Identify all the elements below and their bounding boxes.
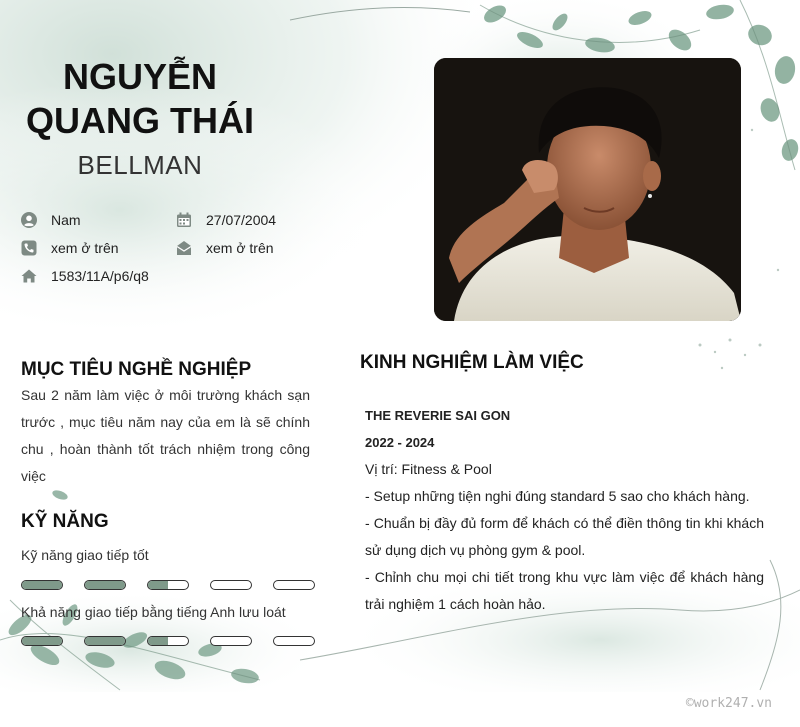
contact-birthdate-value: 27/07/2004 bbox=[206, 212, 277, 228]
contact-gender-value: Nam bbox=[51, 212, 81, 228]
skill-level-pill bbox=[84, 580, 126, 590]
candidate-name-line2: QUANG THÁI bbox=[26, 100, 254, 141]
skill-label: Kỹ năng giao tiếp tốt bbox=[21, 547, 149, 563]
skill-rating bbox=[21, 580, 311, 590]
contact-address bbox=[21, 266, 149, 286]
calendar-icon bbox=[176, 212, 192, 228]
skill-level-pill bbox=[84, 636, 126, 646]
candidate-role: BELLMAN bbox=[77, 150, 203, 180]
experience-bullet: - Setup những tiện nghi đúng standard 5 sao cho khách hàng. bbox=[365, 488, 750, 504]
skills-title: KỸ NĂNG bbox=[21, 511, 109, 532]
skill-level-pill bbox=[273, 636, 315, 646]
contact-address-value: 1583/11A/p6/q8 bbox=[51, 268, 149, 284]
skill-level-pill bbox=[210, 580, 252, 590]
skill-level-pill bbox=[21, 636, 63, 646]
skill-level-pill bbox=[273, 580, 315, 590]
skill-label: Khả năng giao tiếp bằng tiếng Anh lưu loát bbox=[21, 604, 286, 620]
contact-email bbox=[176, 238, 274, 258]
objective-title: MỤC TIÊU NGHỀ NGHIỆP bbox=[21, 359, 252, 380]
objective-text: Sau 2 năm làm việc ở môi trường khách sạn trước , mục tiêu năm nay của em là sẽ chính chu , hoàn thành tốt trách nhiệm trong công việc bbox=[21, 387, 310, 484]
experience-position: Vị trí: Fitness & Pool bbox=[365, 461, 492, 477]
envelope-icon bbox=[176, 240, 192, 256]
phone-icon bbox=[21, 240, 37, 256]
skill-level-pill bbox=[21, 580, 63, 590]
experience-bullet: - Chuẩn bị đầy đủ form để khách có thể điền thông tin khi khách sử dụng dịch vụ phòng gym & pool. bbox=[365, 515, 764, 558]
contact-phone bbox=[21, 238, 119, 258]
experience-bullet: - Chỉnh chu mọi chi tiết trong khu vực làm việc để khách hàng trải nghiệm 1 cách hoàn hảo. bbox=[365, 569, 764, 612]
skill-level-pill bbox=[210, 636, 252, 646]
footer-bar bbox=[0, 692, 800, 727]
contact-phone-value: xem ở trên bbox=[51, 240, 119, 256]
user-icon bbox=[21, 212, 37, 228]
watermark: ©work247.vn bbox=[685, 696, 772, 711]
experience-period: 2022 - 2024 bbox=[365, 435, 435, 450]
contact-email-value: xem ở trên bbox=[206, 240, 274, 256]
experience-company: THE REVERIE SAI GON bbox=[365, 408, 511, 423]
skill-rating bbox=[21, 636, 311, 646]
candidate-name-line1: NGUYỄN bbox=[62, 56, 218, 97]
experience-entry bbox=[365, 402, 764, 618]
experience-title: KINH NGHIỆM LÀM VIỆC bbox=[360, 352, 584, 373]
contact-birthdate bbox=[176, 210, 276, 230]
skill-level-pill bbox=[147, 636, 189, 646]
home-icon bbox=[21, 268, 37, 284]
contact-gender bbox=[21, 210, 81, 230]
skill-level-pill bbox=[147, 580, 189, 590]
profile-photo bbox=[434, 58, 741, 321]
